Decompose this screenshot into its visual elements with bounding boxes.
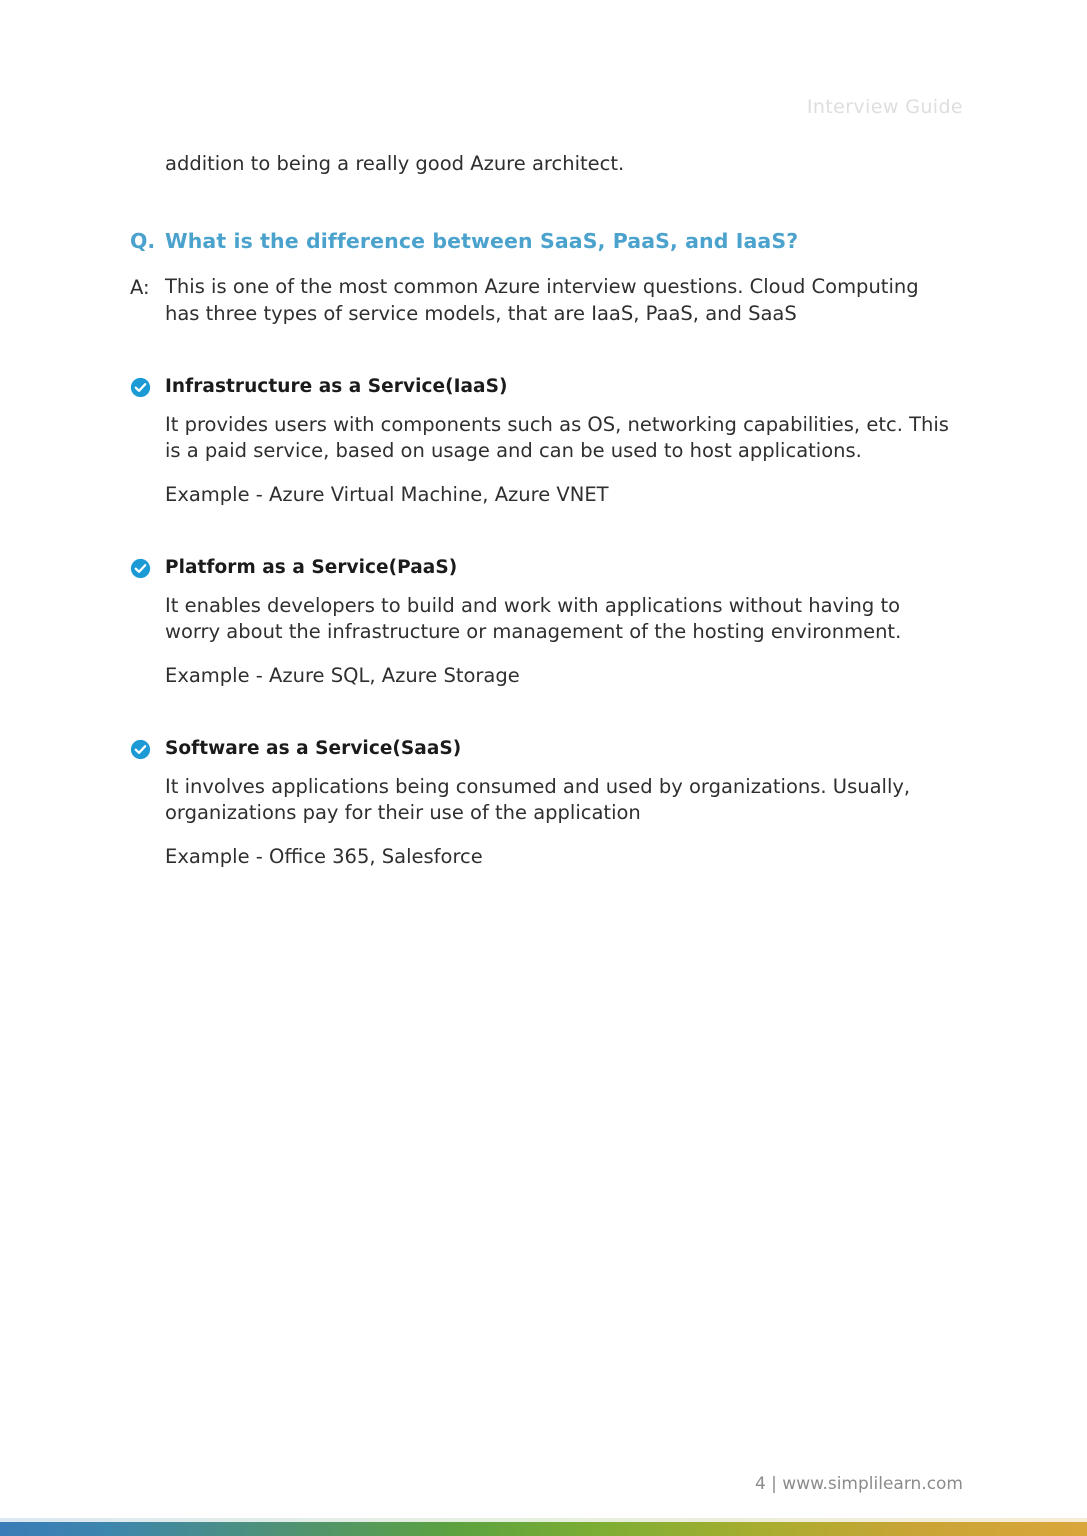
service-model-item [130,556,950,689]
service-model-example: Example - Azure Virtual Machine, Azure VNET [165,483,609,506]
answer-text: This is one of the most common Azure interview questions. Cloud Computing has three types of service models, that are IaaS, PaaS, and SaaS [165,275,919,325]
service-model-description: It involves applications being consumed and used by organizations. Usually, organizations pay for their use of the application [165,775,911,824]
page-content [130,150,950,870]
service-model-item [130,737,950,870]
service-model-example: Example - Azure SQL, Azure Storage [165,664,520,687]
service-model-heading-row [130,556,950,580]
bottom-accent-bar [0,1522,1087,1536]
page-footer: 4 | www.simplilearn.com [754,1474,963,1494]
service-model-title: Infrastructure as a Service(IaaS) [165,376,508,397]
check-circle-icon [130,737,165,760]
question-marker: Q. [130,229,156,253]
answer-row [130,273,950,327]
running-header-title: Interview Guide [806,96,963,118]
check-circle-icon [130,375,165,398]
service-model-title: Software as a Service(SaaS) [165,738,462,759]
service-model-description: It provides users with components such as OS, networking capabilities, etc. This is a paid service, based on usage and can be used to host applications. [165,413,949,462]
answer-marker: A: [130,276,150,299]
service-model-item [130,375,950,508]
continued-paragraph: addition to being a really good Azure architect. [165,152,625,175]
check-circle-icon [130,556,165,579]
service-model-heading-row [130,375,950,399]
question-text: What is the difference between SaaS, PaaS, and IaaS? [165,229,799,253]
question-row [130,227,950,256]
service-model-title: Platform as a Service(PaaS) [165,557,458,578]
service-model-heading-row [130,737,950,761]
service-model-example: Example - Office 365, Salesforce [165,845,483,868]
service-model-description: It enables developers to build and work with applications without having to worry about the infrastructure or management of the hosting environment. [165,594,902,643]
